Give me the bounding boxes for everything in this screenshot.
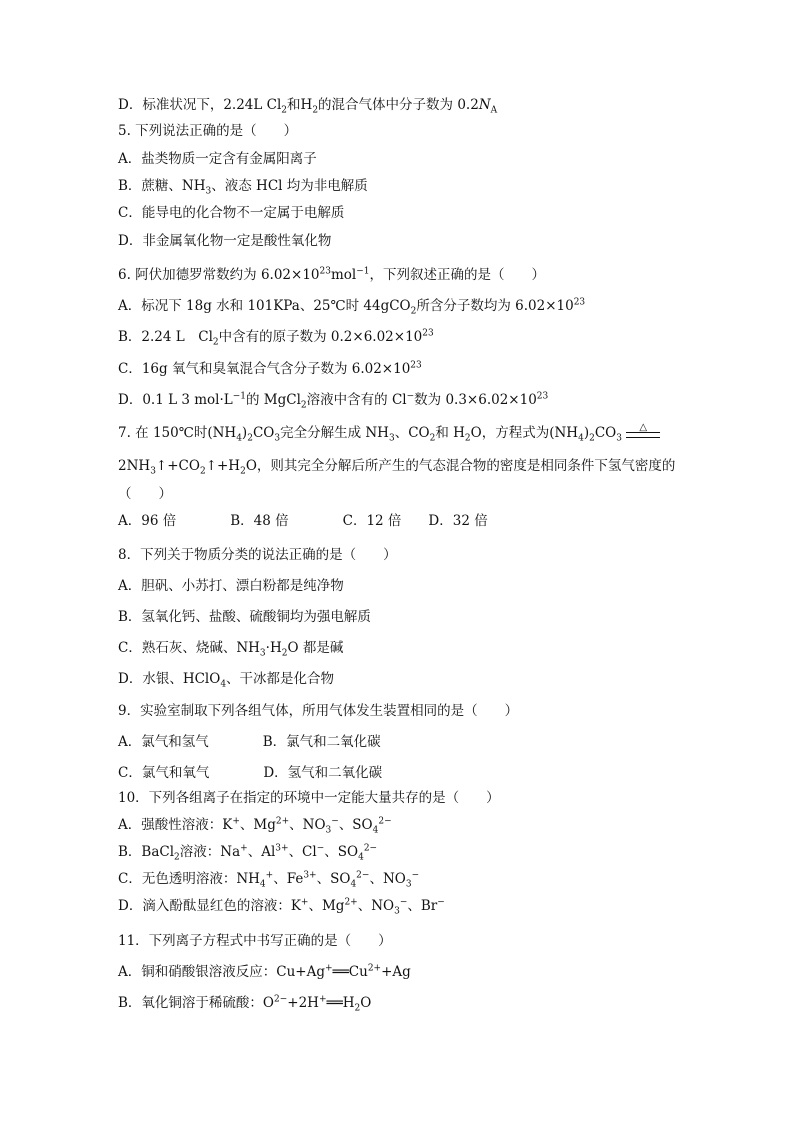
superscript-text: +	[265, 870, 274, 881]
superscript-text: −	[399, 897, 408, 908]
superscript-text: +	[324, 963, 333, 974]
question-10-option-c	[118, 870, 419, 888]
text-run: D．标准状况下，2.24L Cl	[118, 97, 282, 113]
heating-condition-arrow	[626, 421, 660, 441]
superscript-text: 23	[573, 297, 586, 308]
text-run: 、NO	[357, 898, 395, 914]
text-run: A．盐类物质一定含有金属阳离子	[118, 151, 317, 167]
text-run: 、SO	[324, 844, 359, 860]
superscript-text: −	[331, 816, 339, 827]
text-run: )	[583, 425, 590, 441]
text-run: 11．下列离子方程式中书写正确的是（ ）	[118, 933, 392, 949]
question-7-stem-continued	[118, 457, 675, 475]
subscript-text: 2	[240, 466, 246, 477]
subscript-text: 3	[325, 825, 332, 836]
text-run: A．强酸性溶液：K	[118, 817, 233, 833]
question-6-option-a	[118, 297, 585, 315]
question-9-stem	[118, 702, 518, 720]
subscript-text: 4	[578, 433, 584, 444]
text-run: D．滴入酚酞显红色的溶液：K	[118, 898, 301, 914]
subscript-text: 3	[388, 433, 395, 444]
text-run: 数为 0.3×6.02×10	[414, 392, 537, 408]
question-7-options	[118, 512, 488, 530]
subscript-text: 4	[236, 433, 242, 444]
text-run: O，则其完全分解后所产生的气态混合物的密度是相同条件下氢气密度的	[245, 458, 676, 474]
superscript-text: 2−	[356, 870, 370, 881]
superscript-text: 23	[422, 328, 434, 339]
question-7-stem	[118, 421, 660, 444]
subscript-text: 2	[354, 1003, 361, 1014]
text-run: N	[478, 97, 491, 113]
text-run: B．BaCl	[118, 844, 175, 860]
question-10-option-b	[118, 843, 377, 861]
question-5-option-c	[118, 204, 344, 222]
superscript-text: 2−	[363, 843, 378, 854]
question-5-option-b	[118, 177, 368, 195]
text-run: +Ag	[381, 964, 411, 980]
subscript-text: 2	[589, 433, 595, 444]
text-run: B．氢氧化钙、盐酸、硫酸铜均为强电解质	[118, 609, 371, 625]
text-run: 、SO	[316, 871, 351, 887]
subscript-text: 2	[212, 337, 219, 348]
text-run: 所含分子数均为 6.02×10	[416, 298, 574, 314]
text-run: 、CO	[394, 425, 430, 441]
question-6-option-c	[118, 360, 422, 378]
question-10-option-d	[118, 897, 445, 915]
question-8-option-d	[118, 670, 334, 688]
question-10-option-a	[118, 816, 392, 834]
superscript-text: +	[240, 843, 248, 854]
question-5-stem	[118, 122, 297, 140]
superscript-text: 2+	[367, 963, 382, 974]
superscript-text: +	[318, 994, 327, 1005]
subscript-text: 2	[281, 105, 288, 116]
subscript-text: 3	[205, 186, 212, 197]
text-run: mol	[330, 267, 357, 283]
superscript-text: −	[406, 391, 415, 402]
superscript-text: −1	[356, 266, 370, 277]
text-run: C．能导电的化合物不一定属于电解质	[118, 205, 345, 221]
text-run: ↑+H	[205, 458, 241, 474]
text-run: 的 MgCl	[246, 392, 301, 408]
text-run: ══H	[326, 995, 355, 1011]
subscript-text: 4	[372, 825, 379, 836]
superscript-text: −	[437, 897, 445, 908]
text-run: )	[241, 425, 248, 441]
text-run: 10．下列各组离子在指定的环境中一定能大量共存的是（ ）	[118, 790, 500, 806]
superscript-text: 23	[319, 266, 331, 277]
text-run: B．2.24 L Cl	[118, 329, 213, 345]
text-run: ↑+CO	[155, 458, 200, 474]
text-run: +2H	[287, 995, 319, 1011]
subscript-text: 2	[281, 648, 288, 659]
subscript-text: 3	[616, 433, 622, 444]
text-run: CO	[252, 425, 275, 441]
text-run: 、干冰都是化合物	[226, 671, 335, 687]
text-run: O	[360, 995, 372, 1011]
question-11-option-b	[118, 994, 371, 1012]
text-run: 9．实验室制取下列各组气体，所用气体发生装置相同的是（ ）	[118, 703, 519, 719]
text-run: （ ）	[118, 486, 172, 502]
text-run: 中含有的原子数为 0.2×6.02×10	[218, 329, 423, 345]
subscript-text: 3	[274, 433, 281, 444]
text-run: ·H	[265, 640, 282, 656]
subscript-text: 2	[247, 433, 253, 444]
question-9-options-ab	[118, 733, 381, 751]
text-run: 7. 在 150℃时(NH	[118, 425, 237, 441]
text-run: 、Br	[407, 898, 438, 914]
subscript-text: 2	[300, 400, 307, 411]
superscript-text: 2−	[378, 816, 392, 827]
text-run: 、Al	[247, 844, 276, 860]
text-run: 、Mg	[239, 817, 276, 833]
question-6-option-b	[118, 328, 434, 346]
superscript-text: 23	[536, 391, 549, 402]
subscript-text: 2	[199, 466, 206, 477]
question-8-option-a	[118, 577, 344, 595]
text-run: B．蔗糖、NH	[118, 178, 206, 194]
subscript-text: 2	[429, 433, 436, 444]
question-8-option-b	[118, 608, 371, 626]
text-run: D．水银、HClO	[118, 671, 221, 687]
text-run: 完全分解生成 NH	[280, 425, 389, 441]
text-run: 、Cl	[288, 844, 317, 860]
double-bar-equals	[626, 432, 660, 438]
text-run: 5. 下列说法正确的是（ ）	[118, 123, 298, 139]
subscript-text: 4	[358, 852, 364, 863]
subscript-text: 4	[220, 679, 227, 690]
superscript-text: +	[300, 897, 309, 908]
subscript-text: A	[490, 105, 498, 116]
text-run: 溶液中含有的 Cl	[306, 392, 407, 408]
subscript-text: 4	[350, 879, 357, 890]
question-9-options-cd	[118, 764, 382, 782]
text-run: 的混合气体中分子数为 0.2	[318, 97, 479, 113]
text-run: 、SO	[338, 817, 373, 833]
superscript-text: −1	[232, 391, 247, 402]
text-run: 、Fe	[273, 871, 304, 887]
question-4-option-d	[118, 96, 497, 114]
text-run: O，方程式为(NH	[470, 425, 579, 441]
subscript-text: 4	[259, 879, 266, 890]
question-7-answer-blank	[118, 485, 172, 503]
text-run: 溶液：Na	[179, 844, 241, 860]
text-run: 和 H	[435, 425, 465, 441]
superscript-text: +	[232, 816, 240, 827]
question-11-stem	[118, 932, 392, 950]
heat-triangle-symbol: △	[639, 421, 648, 433]
superscript-text: 3+	[275, 843, 289, 854]
text-run: ，下列叙述正确的是（ ）	[369, 267, 545, 283]
text-run: C．熟石灰、烧碱、NH	[118, 640, 260, 656]
superscript-text: 23	[410, 360, 422, 371]
text-run: 6. 阿伏加德罗常数约为 6.02×10	[118, 267, 320, 283]
text-run: B．氧化铜溶于稀硫酸：O	[118, 995, 274, 1011]
superscript-text: −	[316, 843, 325, 854]
superscript-text: 2−	[274, 994, 288, 1005]
text-run: A．铜和硝酸银溶液反应：Cu+Ag	[118, 964, 325, 980]
text-run: CO	[594, 425, 617, 441]
question-5-option-a	[118, 150, 317, 168]
text-run: 和H	[287, 97, 313, 113]
question-5-option-d	[118, 232, 331, 250]
text-run: C．16g 氧气和臭氧混合气含分子数为 6.02×10	[118, 361, 411, 377]
text-run: C．无色透明溶液：NH	[118, 871, 260, 887]
subscript-text: 3	[394, 906, 400, 917]
subscript-text: 2	[410, 306, 417, 317]
text-run: 、NO	[369, 871, 406, 887]
question-6-stem	[118, 266, 545, 284]
question-10-stem	[118, 789, 500, 807]
question-11-option-a	[118, 963, 411, 981]
text-run: A．标况下 18g 水和 101KPa、25℃时 44gCO	[118, 298, 411, 314]
subscript-text: 3	[405, 879, 412, 890]
superscript-text: 3+	[303, 870, 317, 881]
text-run: ══Cu	[332, 964, 368, 980]
subscript-text: 3	[259, 648, 266, 659]
text-run: 、Mg	[308, 898, 345, 914]
superscript-text: −	[411, 870, 420, 881]
text-run: A．氯气和氢气 B．氯气和二氧化碳	[118, 734, 381, 750]
text-run: C．氯气和氧气 D．氢气和二氧化碳	[118, 765, 383, 781]
question-8-stem	[118, 546, 397, 564]
superscript-text: 2+	[275, 816, 290, 827]
text-run: 、NO	[289, 817, 326, 833]
text-run: 、液态 HCl 均为非电解质	[211, 178, 368, 194]
text-run: O 都是碱	[287, 640, 344, 656]
text-run: A．96 倍 B．48 倍 C．12 倍 D．32 倍	[118, 513, 488, 529]
text-run: D．非金属氧化物一定是酸性氧化物	[118, 233, 332, 249]
text-run: 8．下列关于物质分类的说法正确的是（ ）	[118, 547, 397, 563]
question-6-option-d	[118, 391, 548, 409]
text-run: D．0.1 L 3 mol·L	[118, 392, 233, 408]
superscript-text: 2+	[344, 897, 358, 908]
text-run: 2NH	[118, 458, 151, 474]
subscript-text: 3	[150, 466, 156, 477]
question-8-option-c	[118, 639, 343, 657]
subscript-text: 2	[312, 105, 319, 116]
subscript-text: 2	[464, 433, 471, 444]
subscript-text: 2	[174, 852, 180, 863]
text-run: A．胆矾、小苏打、漂白粉都是纯净物	[118, 578, 344, 594]
